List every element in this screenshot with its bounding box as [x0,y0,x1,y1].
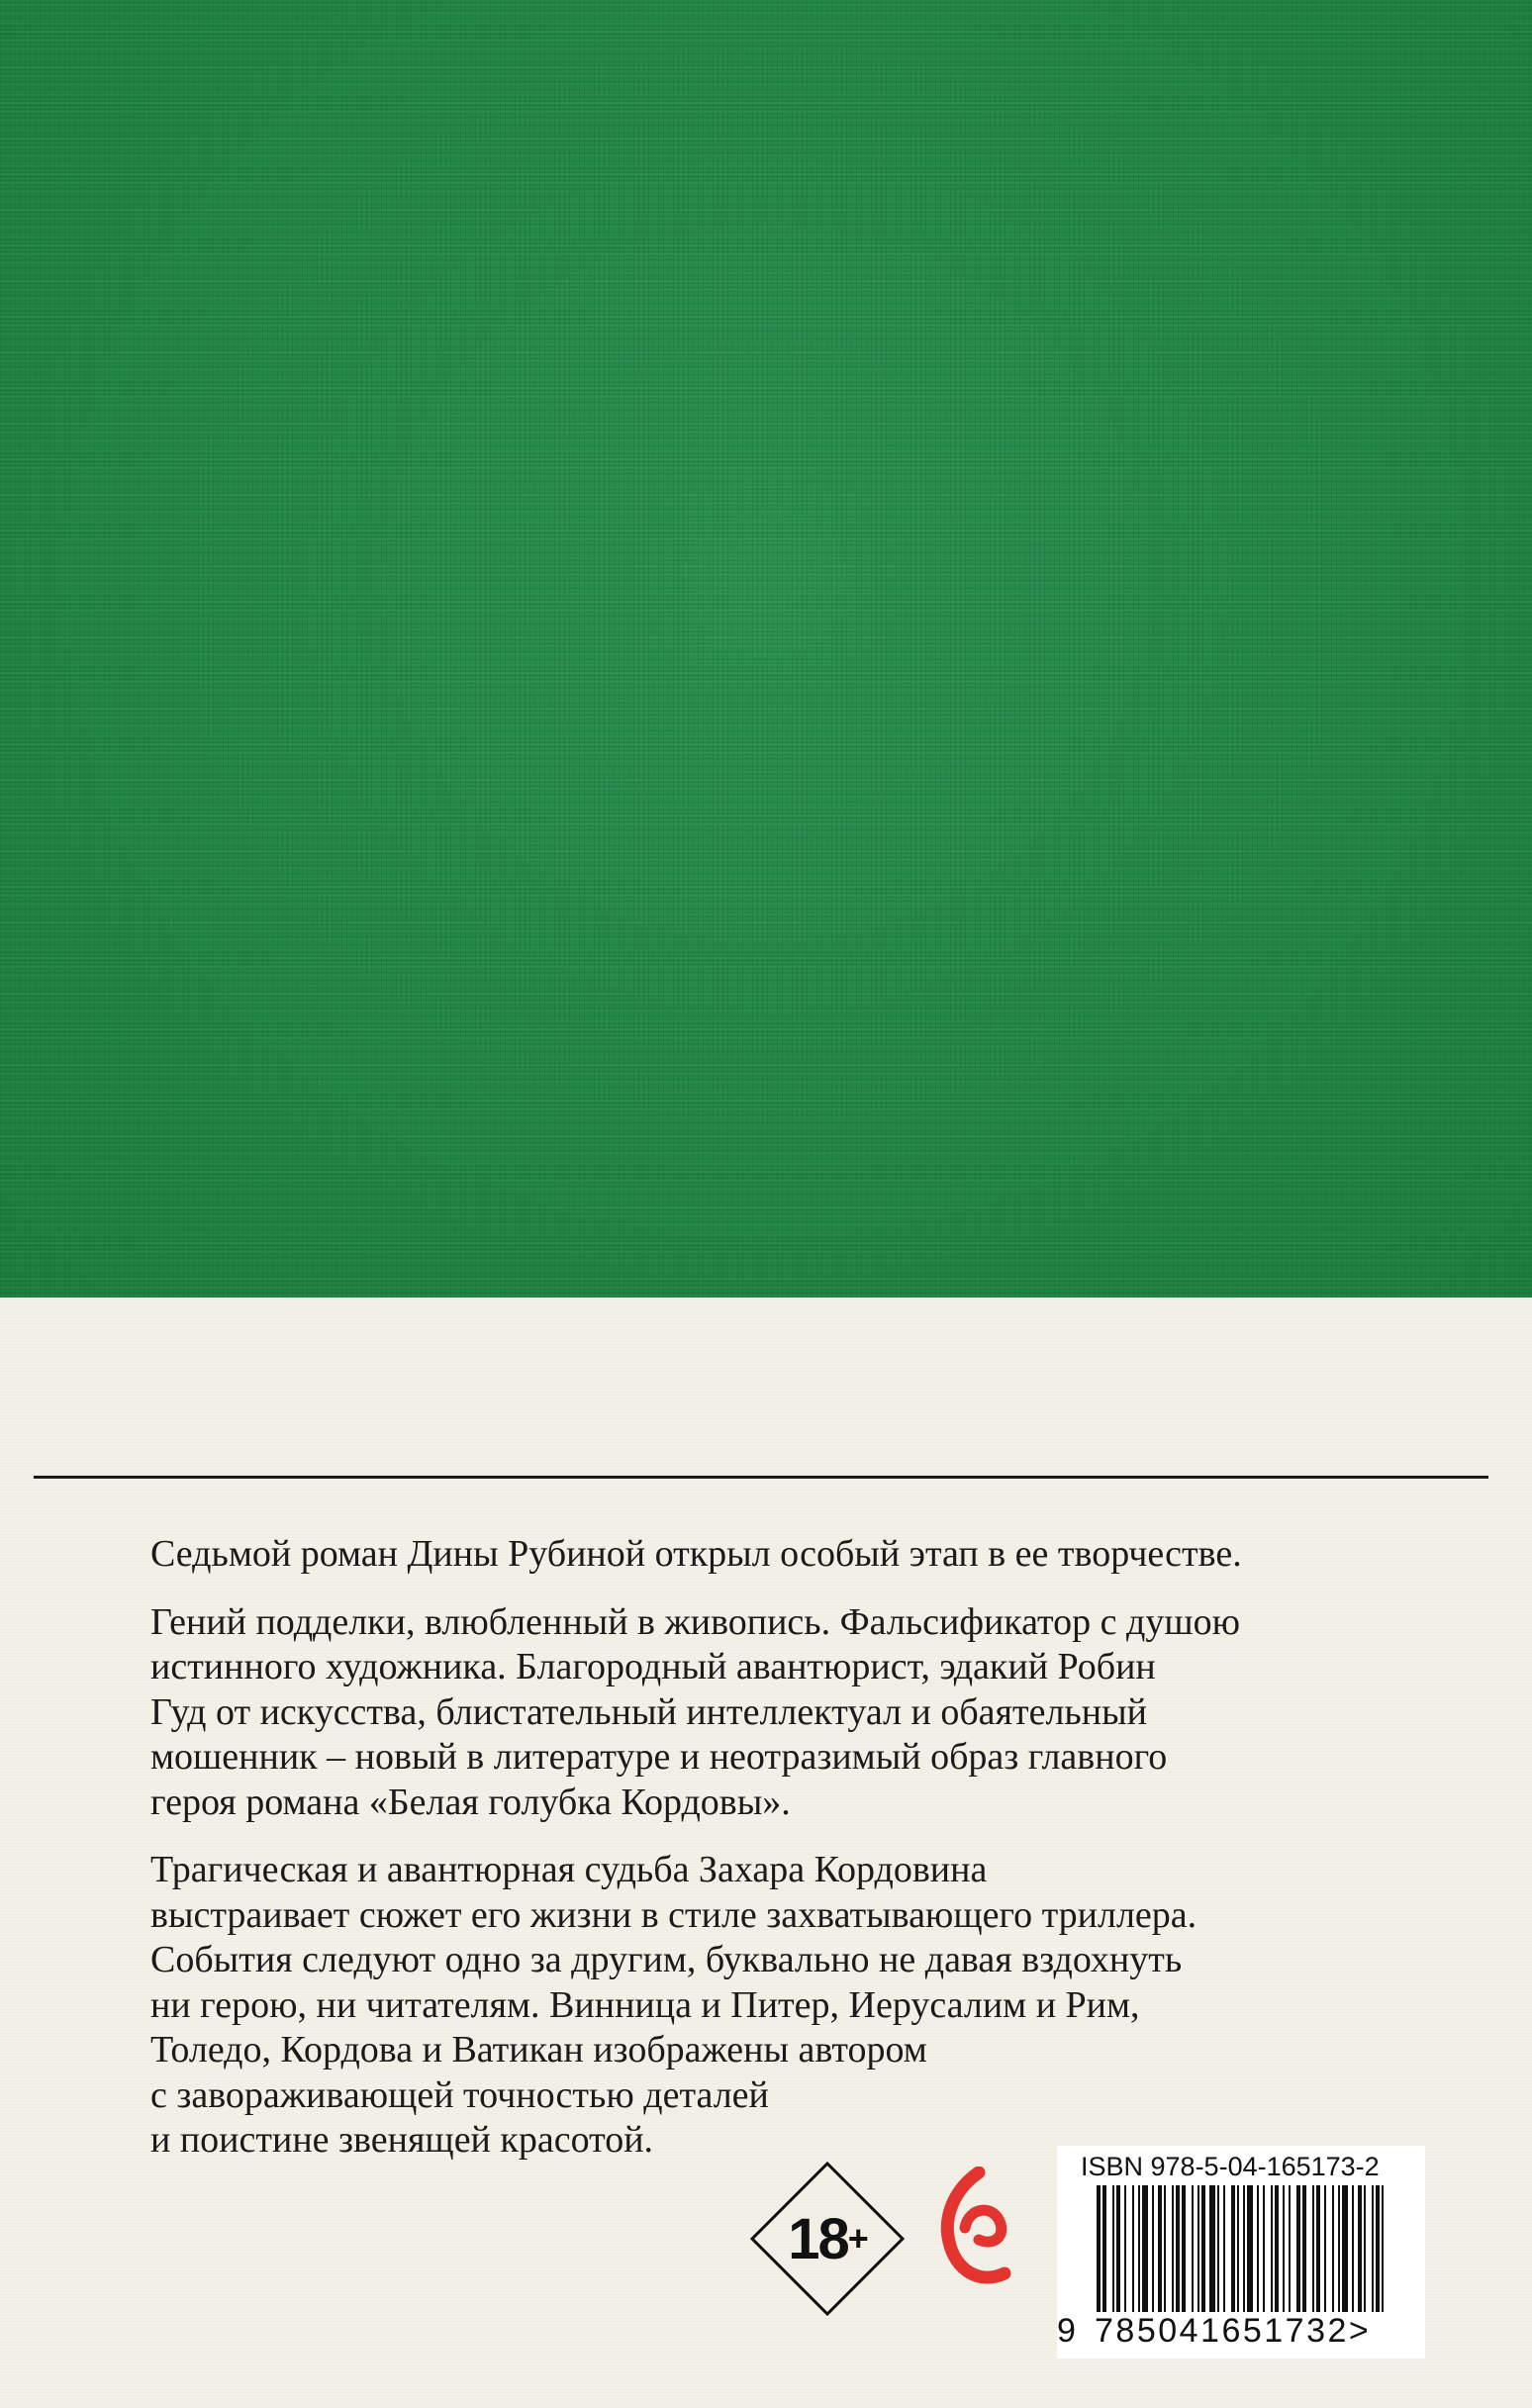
barcode-bar [1243,2185,1245,2312]
barcode-bar [1192,2185,1194,2312]
barcode-bar [1138,2185,1140,2312]
barcode-bar [1296,2185,1300,2312]
barcode-bar [1263,2185,1265,2312]
barcode-bar [1358,2185,1362,2312]
barcode-bar [1382,2185,1384,2312]
barcode-bar [1124,2185,1126,2312]
publisher-logo [939,2167,1014,2293]
barcode-bar [1342,2185,1348,2312]
barcode-bar [1338,2185,1340,2312]
barcode-bar [1102,2185,1106,2312]
annotation-paragraph-3: Трагическая и авантюрная судьба Захара Кордовина выстраивает сюжет его жизни в стиле захватывающего триллера. События следуют одно за другим, буквально не давая вздохнуть ни герою, ни читателям. Винница и Питер, Иерусалим и Рим, Толедо, Кордова и Ватикан изображены автором с завораживающей точностью деталей и поистине звенящей красотой. [150,1849,1197,2161]
barcode-bar [1275,2185,1279,2312]
barcode-bar [1237,2185,1239,2312]
eksmo-logo-icon [939,2167,1014,2293]
barcode-bar [1364,2185,1366,2312]
barcode-bar [1097,2185,1101,2312]
barcode-bar [1209,2185,1215,2312]
barcode-bar [1312,2185,1314,2312]
barcode-bar [1217,2185,1219,2312]
barcode-bar [1172,2185,1174,2312]
barcode-bar [1176,2185,1180,2312]
isbn-barcode [1057,2146,1425,2359]
age-rating-plus: + [847,2218,867,2259]
barcode-bar [1324,2185,1326,2312]
barcode-bar [1116,2185,1120,2312]
age-rating-value: 18 [788,2206,848,2271]
barcode-bar [1132,2185,1134,2312]
barcode-bar [1164,2185,1166,2312]
barcode-lead-digit: 9 [1057,2312,1079,2350]
barcode-bar [1112,2185,1114,2312]
isbn-label: ISBN 978-5-04-165173-2 [1081,2152,1380,2181]
barcode-bar [1376,2185,1380,2312]
barcode-main-digits: 785041651732 [1095,2312,1349,2350]
barcode-bar [1372,2185,1374,2312]
barcode-bar [1247,2185,1253,2312]
age-rating-badge [749,2161,906,2317]
barcode-quiet-zone-marker: > [1348,2312,1372,2350]
barcode-bar [1283,2185,1285,2312]
barcode-bar [1223,2185,1225,2312]
barcode-bar [1197,2185,1199,2312]
barcode-bar [1316,2185,1320,2312]
barcode-bar [1142,2185,1148,2312]
annotation-paragraph-2: Гений подделки, влюбленный в живопись. Фальсификатор с душою истинного художника. Благородный авантюрист, эдакий Робин Гуд от искусства, блистательный интеллектуал и обаятельный мошенник – новый в литературе и неотразимый образ главного героя романа «Белая голубка Кордовы». [150,1600,1241,1823]
annotation-text [150,1532,1397,2186]
barcode-bars [1097,2185,1386,2312]
barcode-bar [1152,2185,1154,2312]
barcode-bar [1332,2185,1334,2312]
barcode-bar [1231,2185,1235,2312]
divider-rule [34,1476,1488,1479]
barcode-bar [1158,2185,1162,2312]
barcode-bar [1302,2185,1306,2312]
barcode-bar [1352,2185,1354,2312]
barcode-bar [1271,2185,1273,2312]
annotation-paragraph-1: Седьмой роман Дины Рубиной открыл особый этап в ее творчестве. [150,1533,1242,1575]
barcode-bar [1289,2185,1291,2312]
barcode-bar [1201,2185,1205,2312]
barcode-bar [1257,2185,1259,2312]
age-rating-label [749,2161,906,2317]
barcode-digits [1057,2312,1371,2351]
barcode-bar [1182,2185,1186,2312]
